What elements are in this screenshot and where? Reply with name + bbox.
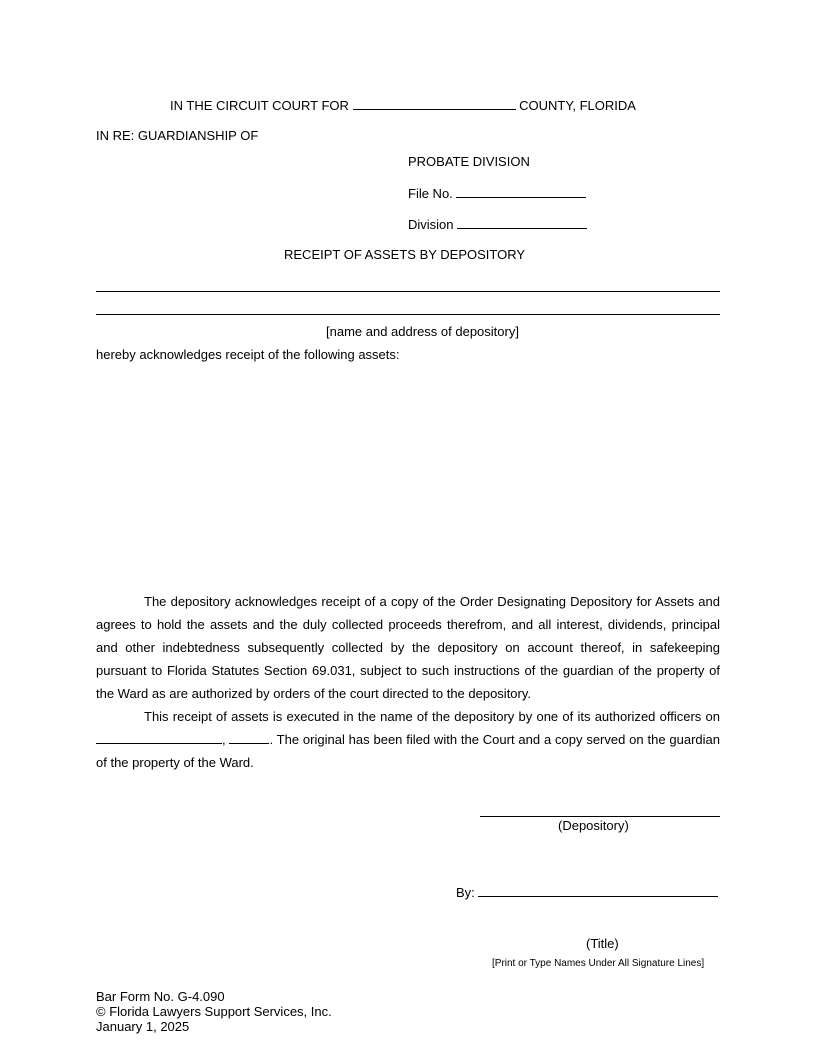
paragraph-2-sep: , xyxy=(222,732,226,747)
paragraph-2-end: . The original has been filed with the Court and a copy served on the guardian of the property of the Ward. xyxy=(96,732,720,770)
document-title: RECEIPT OF ASSETS BY DEPOSITORY xyxy=(284,247,526,262)
depository-caption: [name and address of depository] xyxy=(326,324,519,339)
probate-division-label: PROBATE DIVISION xyxy=(408,154,530,169)
paragraph-1: The depository acknowledges receipt of a copy of the Order Designating Depository for Assets and agrees to hold the assets and the duly collected proceeds therefrom, and all interest, dividends, principal and other indebtedness subsequently collected by the depository on account thereof, in safekeeping pursuant to Florida Statutes Section 69.031, subject to such instructions of the guardian of the property of the Ward as are authorized by orders of the court directed to the depository. xyxy=(96,594,720,701)
division-blank xyxy=(457,216,587,229)
form-footer xyxy=(96,989,332,1034)
depository-label: (Depository) xyxy=(558,818,629,833)
court-heading xyxy=(170,97,636,113)
file-number-line xyxy=(408,185,586,201)
signature-note: [Print or Type Names Under All Signature Lines] xyxy=(492,958,705,969)
file-number-label: File No. xyxy=(408,186,453,201)
depository-signature-line xyxy=(480,816,720,817)
depository-name-line xyxy=(96,291,720,292)
paragraph-2 xyxy=(96,705,720,774)
division-line xyxy=(408,216,587,232)
date-blank xyxy=(96,730,222,744)
year-blank xyxy=(229,730,269,744)
county-blank xyxy=(353,97,516,110)
division-field-label: Division xyxy=(408,217,454,232)
depository-address-line xyxy=(96,314,720,315)
by-line xyxy=(456,884,718,900)
title-label: (Title) xyxy=(586,936,619,951)
court-prefix: IN THE CIRCUIT COURT FOR xyxy=(170,98,349,113)
body-text xyxy=(96,590,720,774)
paragraph-2-start: This receipt of assets is executed in the name of the depository by one of its authorized officers on xyxy=(144,709,720,724)
copyright-line: © Florida Lawyers Support Services, Inc. xyxy=(96,1004,332,1019)
by-label: By: xyxy=(456,885,475,900)
acknowledgment-line: hereby acknowledges receipt of the following assets: xyxy=(96,347,400,362)
form-date: January 1, 2025 xyxy=(96,1019,190,1034)
file-number-blank xyxy=(456,185,586,198)
in-re-line: IN RE: GUARDIANSHIP OF xyxy=(96,128,259,143)
court-suffix: COUNTY, FLORIDA xyxy=(519,98,636,113)
by-signature-blank xyxy=(478,884,718,897)
form-number: Bar Form No. G-4.090 xyxy=(96,989,225,1004)
